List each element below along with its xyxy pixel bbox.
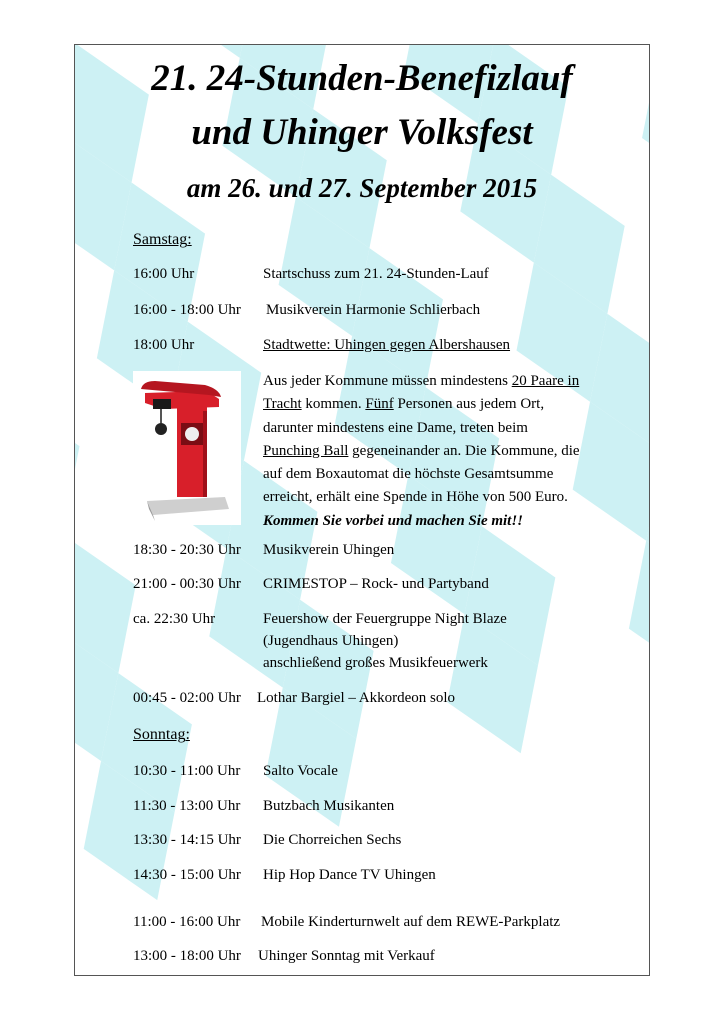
sunday-heading: Sonntag: <box>133 726 190 743</box>
row-time: 18:30 - 20:30 Uhr <box>133 542 241 558</box>
row-time: 13:30 - 14:15 Uhr <box>133 832 241 848</box>
row-desc: Salto Vocale <box>263 763 338 779</box>
row-desc: anschließend großes Musikfeuerwerk <box>263 655 488 671</box>
row-time: 11:00 - 16:00 Uhr <box>133 914 241 930</box>
row-time: ca. 22:30 Uhr <box>133 611 216 627</box>
row-time: 10:30 - 11:00 Uhr <box>133 763 241 779</box>
row-time: 18:00 Uhr <box>133 337 195 353</box>
saturday-heading: Samstag: <box>133 231 192 248</box>
flyer-frame <box>74 44 650 976</box>
date-line: am 26. und 27. September 2015 <box>186 173 538 203</box>
row-desc: (Jugendhaus Uhingen) <box>263 633 399 649</box>
city-wager-description: Aus jeder Kommune müssen mindestens 20 Paare in Tracht kommen. Fünf Personen aus jedem Ort, darunter mindestens eine Dame, treten beim Punching Ball gegeneinander an. Die Kommune, die auf dem Boxautomat die höchste Gesamtsumme erreicht, erhält eine Spende in Höhe von 500 Euro. Kommen Sie vorbei und machen Sie mit!! <box>263 373 580 529</box>
row-desc: CRIMESTOP – Rock- und Partyband <box>263 576 489 592</box>
row-desc: Musikverein Uhingen <box>263 542 395 558</box>
row-desc: Butzbach Musikanten <box>263 798 395 814</box>
title-line-2: und Uhinger Volksfest <box>191 112 533 153</box>
row-desc: Startschuss zum 21. 24-Stunden-Lauf <box>263 266 489 282</box>
row-time: 16:00 Uhr <box>133 266 195 282</box>
boxing-machine-photo <box>133 371 241 525</box>
title-line-1: 21. 24-Stunden-Benefizlauf <box>151 58 573 99</box>
row-desc: Lothar Bargiel – Akkordeon solo <box>257 690 456 706</box>
row-time: 11:30 - 13:00 Uhr <box>133 798 241 814</box>
row-desc: Stadtwette: Uhingen gegen Albershausen <box>263 337 511 353</box>
row-desc: Die Chorreichen Sechs <box>263 832 402 848</box>
row-time: 14:30 - 15:00 Uhr <box>133 867 241 883</box>
row-desc: Feuershow der Feuergruppe Night Blaze <box>263 611 507 627</box>
row-time: 13:00 - 18:00 Uhr <box>133 948 241 964</box>
row-desc: Hip Hop Dance TV Uhingen <box>263 867 436 883</box>
row-desc: Mobile Kinderturnwelt auf dem REWE-Parkplatz <box>261 914 561 930</box>
row-time: 21:00 - 00:30 Uhr <box>133 576 241 592</box>
row-time: 16:00 - 18:00 Uhr <box>133 302 241 318</box>
row-time: 00:45 - 02:00 Uhr <box>133 690 241 706</box>
row-desc: Uhinger Sonntag mit Verkauf <box>258 948 435 964</box>
row-desc: Musikverein Harmonie Schlierbach <box>266 302 481 318</box>
